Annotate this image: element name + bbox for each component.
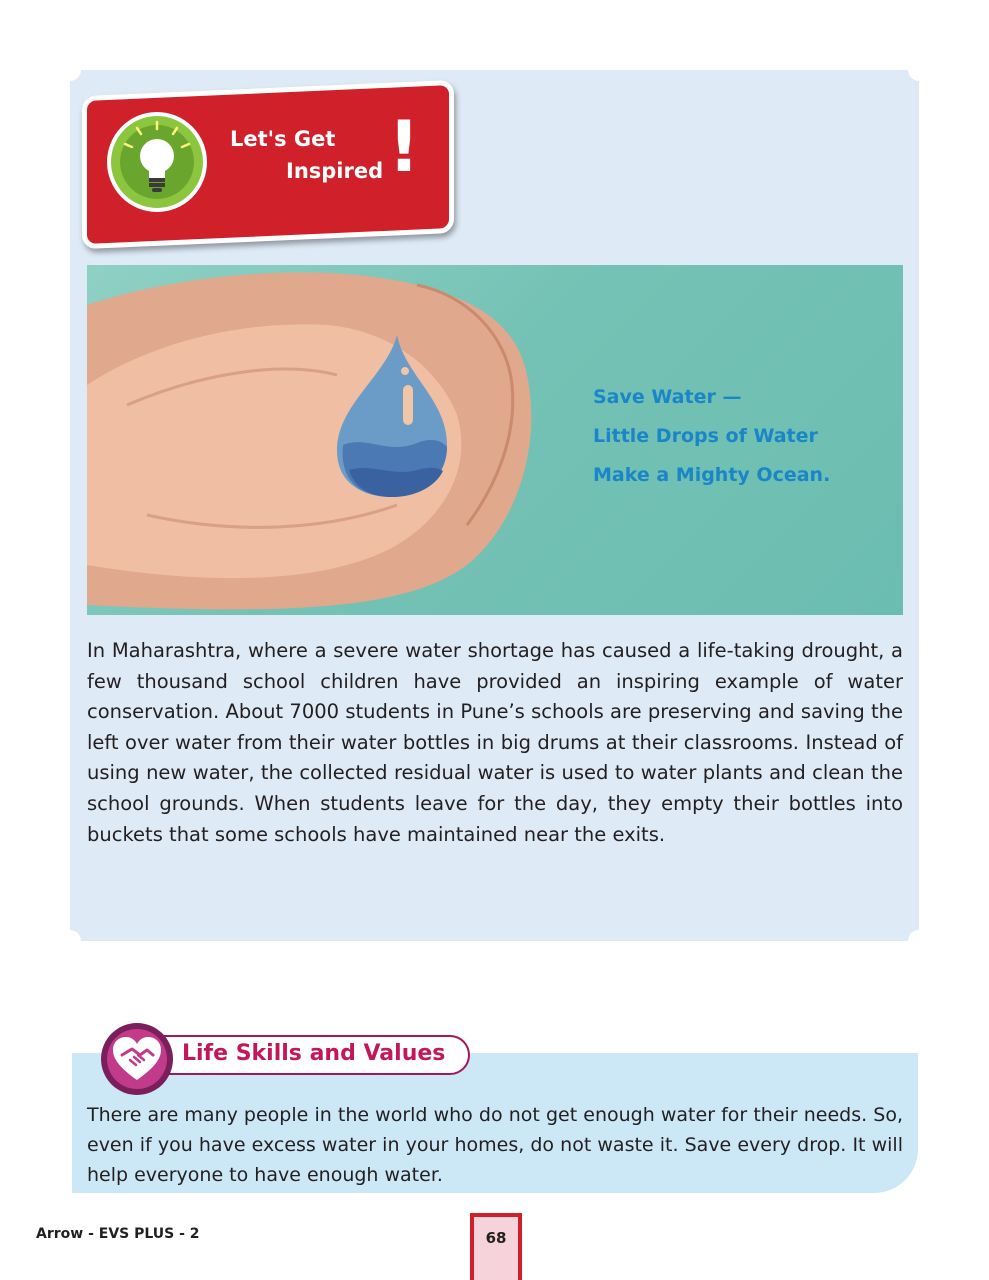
banner-title-line1: Let's Get (230, 127, 336, 151)
lightbulb-icon (107, 112, 207, 212)
panel-corner-notch (59, 59, 81, 81)
book-title: Arrow - EVS PLUS - 2 (36, 1226, 200, 1242)
quote-line: Little Drops of Water (593, 425, 818, 447)
banner-title-line2: Inspired (286, 159, 384, 183)
panel-corner-notch (59, 930, 81, 952)
save-water-quote (593, 378, 830, 495)
handshake-heart-icon (100, 1022, 174, 1096)
quote-line: Save Water — (593, 386, 742, 408)
quote-line: Make a Mighty Ocean. (593, 464, 831, 486)
story-paragraph: In Maharashtra, where a severe water shortage has caused a life-taking drought, a few thousand school children have provided an inspiring example of water conservation. About 7000 students in Pune’s schools are preserving and saving the left over water from their water bottles in big drums at their classrooms. Instead of using new water, the collected residual water is used to water plants and clean the school grounds. When students leave for the day, they empty their bottles into buckets that some schools have maintained near the exits. (87, 639, 903, 846)
exclamation-mark: ! (388, 106, 420, 188)
life-skills-title: Life Skills and Values (182, 1041, 446, 1066)
page-number: 68 (485, 1229, 507, 1247)
page-number-box (470, 1213, 522, 1280)
life-skills-text: There are many people in the world who do not get enough water for their needs. So, even if you have excess water in your homes, do not waste it. Save every drop. It will help everyone to have enough water. (87, 1104, 903, 1186)
panel-corner-notch (908, 930, 930, 952)
panel-corner-notch (908, 59, 930, 81)
